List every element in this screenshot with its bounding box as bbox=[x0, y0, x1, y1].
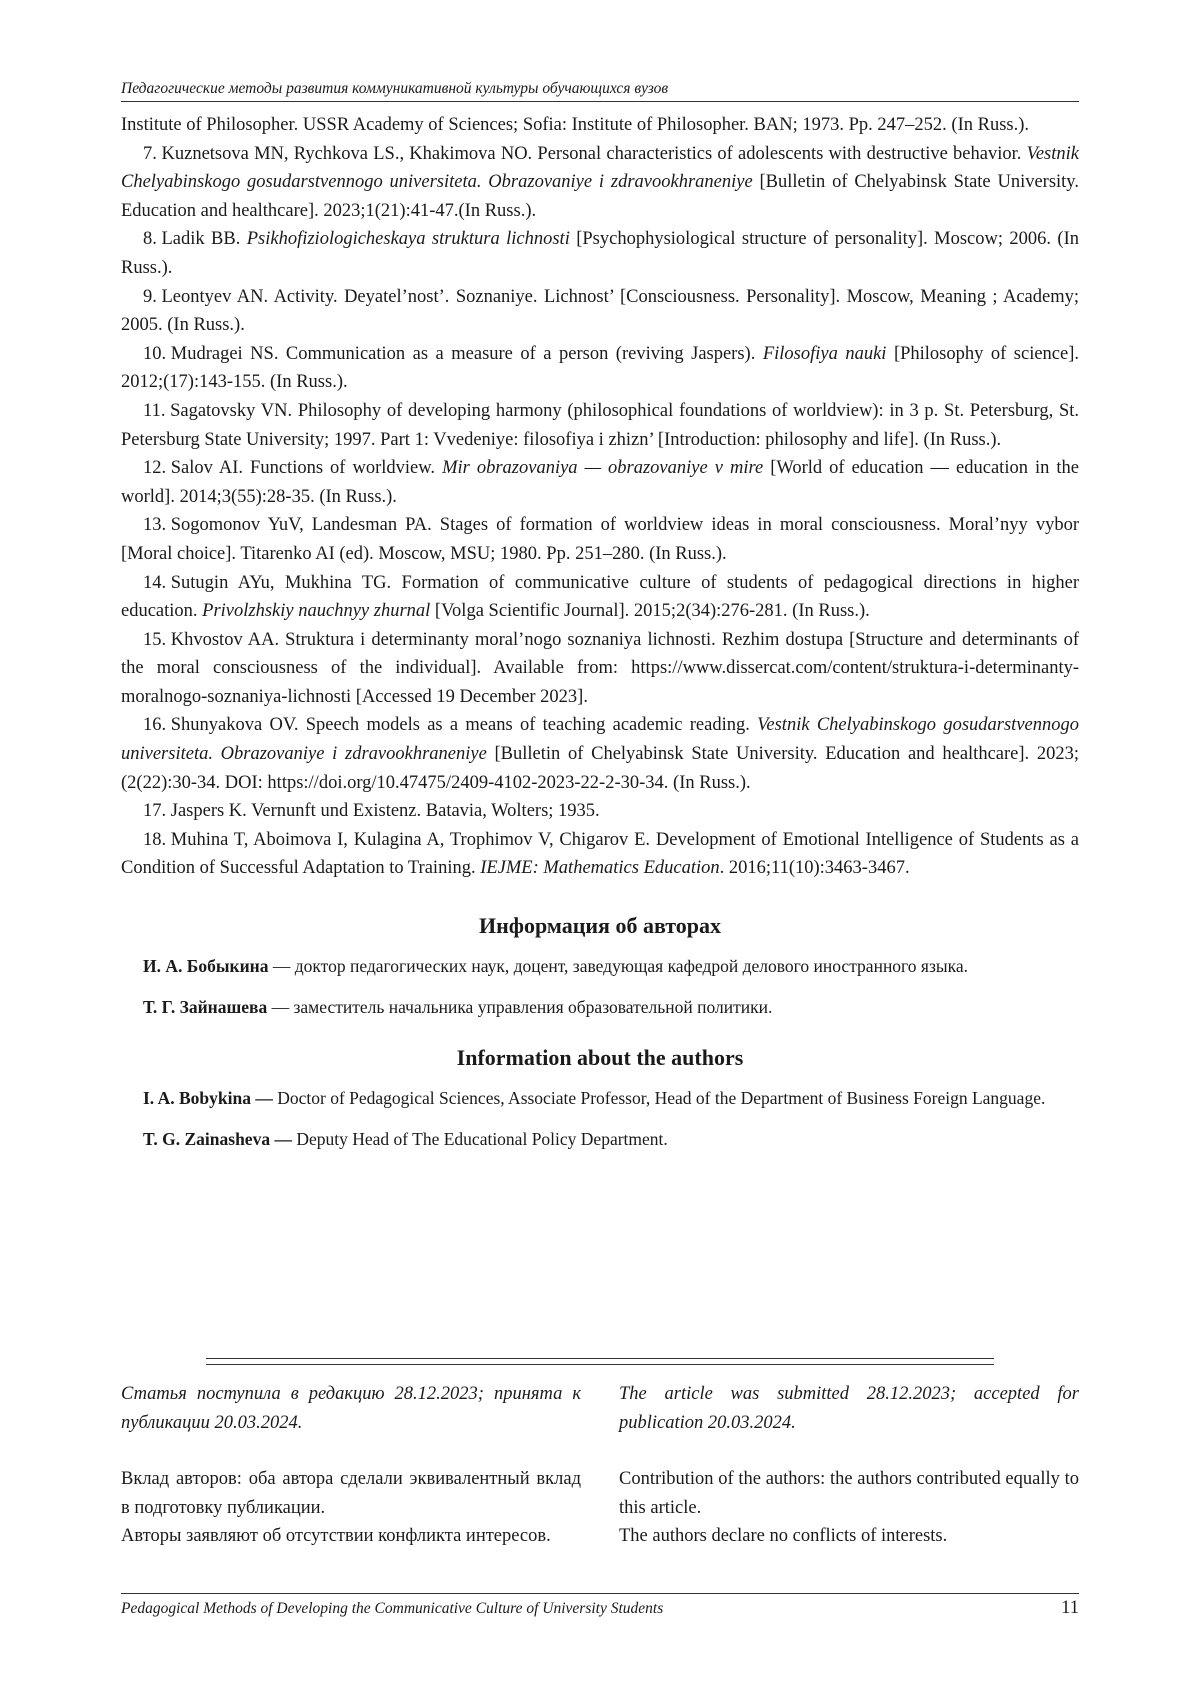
reference-text: Ladik BB. bbox=[161, 229, 247, 250]
reference-text: [Psychophysiological structure of personality]. Moscow; 2006. (In Russ.). bbox=[121, 229, 1079, 278]
running-head: Педагогические методы развития коммуникативной культуры обучающихся вузов bbox=[121, 78, 1079, 102]
author-description: — заместитель начальника управления образовательной политики. bbox=[267, 997, 773, 1018]
author-2-en bbox=[121, 1125, 1079, 1153]
reference-text: Salov AI. Functions of worldview. bbox=[170, 458, 443, 479]
reference-item bbox=[121, 454, 1079, 511]
contribution-en: Contribution of the authors: the authors contributed equally to this article. bbox=[619, 1469, 1079, 1518]
author-name: T. G. Zainasheva — bbox=[143, 1129, 292, 1150]
reference-text: Sogomonov YuV, Landesman PA. Stages of formation of worldview ideas in moral consciousness. Moral’nyy vybor [Moral choice]. Titarenko AI (ed). Moscow, MSU; 1980. Pp. 251–280. (In Russ.). bbox=[121, 515, 1079, 564]
reference-text: Sutugin AYu, Mukhina TG. Formation of communicative culture of students of pedagogical directions in higher education. bbox=[121, 572, 1079, 622]
conflicts-ru: Авторы заявляют об отсутствии конфликта интересов. bbox=[121, 1526, 551, 1547]
reference-item bbox=[121, 111, 1079, 140]
article-info bbox=[121, 1380, 1079, 1551]
contribution-ru: Вклад авторов: оба автора сделали эквивалентный вклад в подготовку публикации. bbox=[121, 1469, 581, 1518]
reference-text: [World of education — education in the world]. 2014;3(55):28-35. (In Russ.). bbox=[121, 458, 1079, 507]
author-name: И. А. Бобыкина bbox=[143, 956, 269, 977]
reference-source-title: Privolzhskiy nauchnyy zhurnal bbox=[202, 601, 431, 622]
author-2-ru bbox=[121, 993, 1079, 1021]
author-description: Deputy Head of The Educational Policy Department. bbox=[291, 1129, 668, 1150]
reference-source-title: Psikhofiziologicheskaya struktura lichnosti bbox=[246, 229, 570, 250]
reference-text: [Bulletin of Chelyabinsk State University. Education and healthcare]. 2023;1(21):41-47.(In Russ.). bbox=[121, 172, 1079, 221]
author-name: I. A. Bobykina — bbox=[143, 1088, 273, 1109]
reference-text: Sagatovsky VN. Philosophy of developing harmony (philosophical foundations of worldview): in 3 p. St. Petersburg, St. Petersburg State University; 1997. Part 1: Vvedeniye: filosofiya i zhizn’ [Introduction: philosophy and life]. (In Russ.). bbox=[121, 400, 1079, 450]
reference-text: Jaspers K. Vernunft und Existenz. Batavia, Wolters; 1935. bbox=[170, 801, 600, 822]
reference-number: 11. bbox=[143, 400, 171, 421]
reference-text: Shunyakova OV. Speech models as a means of teaching academic reading. bbox=[170, 715, 758, 736]
submission-dates-en: The article was submitted 28.12.2023; accepted for publication 20.03.2024. bbox=[619, 1384, 1079, 1433]
reference-item bbox=[121, 140, 1079, 226]
reference-number: 13. bbox=[143, 515, 171, 536]
article-info-ru bbox=[121, 1380, 581, 1551]
reference-number: 14. bbox=[143, 572, 171, 593]
reference-text: Kuznetsova MN, Rychkova LS., Khakimova NO. Personal characteristics of adolescents with destructive behavior. bbox=[161, 143, 1027, 164]
page-footer bbox=[121, 1593, 1079, 1619]
author-1-en bbox=[121, 1084, 1079, 1112]
reference-number: 7. bbox=[143, 143, 162, 164]
reference-source-title: Vestnik Chelyabinskogo gosudarstvennogo universiteta. Obrazovaniye i zdravookhraneniye bbox=[121, 715, 1079, 765]
reference-item bbox=[121, 711, 1079, 797]
reference-item bbox=[121, 511, 1079, 568]
author-1-ru bbox=[121, 952, 1079, 980]
section-divider bbox=[206, 1358, 994, 1365]
author-description: — доктор педагогических наук, доцент, заведующая кафедрой делового иностранного языка. bbox=[268, 956, 969, 977]
reference-number: 16. bbox=[143, 715, 171, 736]
reference-number: 12. bbox=[143, 458, 171, 479]
authors-heading-en: Information about the authors bbox=[456, 1045, 744, 1071]
reference-number: 18. bbox=[143, 829, 171, 850]
reference-text: [Volga Scientific Journal]. 2015;2(34):276-281. (In Russ.). bbox=[430, 601, 870, 622]
author-name: Т. Г. Зайнашева bbox=[143, 997, 268, 1018]
reference-item bbox=[121, 397, 1079, 454]
reference-text: Muhina T, Aboimova I, Kulagina A, Trophimov V, Chigarov E. Development of Emotional Intelligence of Students as a Condition of Successful Adaptation to Training. bbox=[121, 829, 1079, 879]
reference-number: 10. bbox=[143, 343, 171, 364]
authors-heading-ru: Информация об авторах bbox=[478, 913, 722, 939]
reference-text: Leontyev AN. Activity. Deyatel’nost’. Soznaniye. Lichnost’ [Consciousness. Personality]. Moscow, Meaning ; Academy; 2005. (In Russ.). bbox=[121, 286, 1079, 336]
reference-item bbox=[121, 283, 1079, 340]
page-number: 11 bbox=[1061, 1598, 1079, 1618]
reference-number: 17. bbox=[143, 801, 171, 822]
reference-number: 8. bbox=[143, 229, 162, 250]
reference-text: Mudragei NS. Communication as a measure of a person (reviving Jaspers). bbox=[170, 343, 763, 364]
reference-item bbox=[121, 225, 1079, 282]
reference-item bbox=[121, 797, 1079, 826]
reference-number: 15. bbox=[143, 629, 171, 650]
reference-text: . 2016;11(10):3463-3467. bbox=[719, 858, 910, 879]
reference-source-title: Vestnik Chelyabinskogo gosudarstvennogo universiteta. Obrazovaniye i zdravookhraneniye bbox=[121, 143, 1079, 193]
conflicts-en: The authors declare no conflicts of interests. bbox=[619, 1526, 948, 1547]
reference-text: Institute of Philosopher. USSR Academy of Sciences; Sofia: Institute of Philosopher. BAN; 1973. Pp. 247–252. (In Russ.). bbox=[121, 115, 1030, 135]
author-description: Doctor of Pedagogical Sciences, Associate Professor, Head of the Department of Business Foreign Language. bbox=[272, 1088, 1046, 1109]
reference-item bbox=[121, 626, 1079, 712]
reference-text: [Bulletin of Chelyabinsk State University. Education and healthcare]. 2023;(2(22):30-34. DOI: https://doi.org/10.47475/2409-4102-2023-22-2-30-34. (In Russ.). bbox=[121, 744, 1079, 793]
reference-source-title: Filosofiya nauki bbox=[762, 343, 887, 364]
footer-title: Pedagogical Methods of Developing the Communicative Culture of University Students bbox=[121, 1600, 664, 1617]
reference-number: 9. bbox=[143, 286, 162, 307]
reference-source-title: IEJME: Mathematics Education bbox=[480, 858, 720, 879]
reference-item bbox=[121, 340, 1079, 397]
reference-text: [Philosophy of science]. 2012;(17):143-155. (In Russ.). bbox=[121, 343, 1079, 393]
reference-list bbox=[121, 111, 1079, 883]
reference-item bbox=[121, 569, 1079, 626]
reference-text: Khvostov AA. Struktura i determinanty moral’nogo soznaniya lichnosti. Rezhim dostupa [Structure and determinants of the moral consciousness of the individual]. Available from: https://www.dissercat.com/content/struktura-i-determinanty-moralnogo-soznaniya-lichnosti [Accessed 19 December 2023]. bbox=[121, 629, 1079, 707]
submission-dates-ru: Статья поступила в редакцию 28.12.2023; принята к публикации 20.03.2024. bbox=[121, 1384, 581, 1433]
page-body bbox=[121, 78, 1079, 1153]
article-info-en bbox=[619, 1380, 1079, 1551]
reference-item bbox=[121, 826, 1079, 883]
reference-source-title: Mir obrazovaniya — obrazovaniye v mire bbox=[442, 458, 764, 479]
